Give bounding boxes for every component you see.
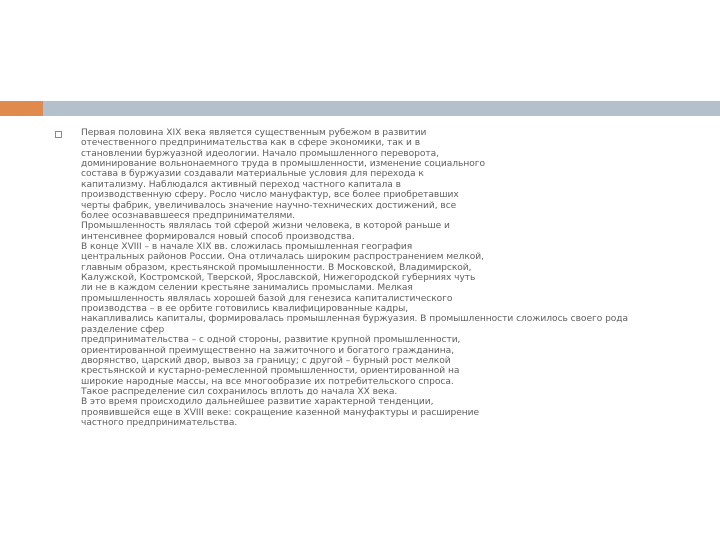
text-line: широкие народные массы, на все многообразие их потребительского спроса. [81, 376, 454, 387]
title-bar [0, 101, 720, 116]
text-line: интенсивнее формировался новый способ производства. [81, 231, 355, 242]
text-line: центральных районов России. Она отличалась широким распространением мелкой, [81, 252, 485, 263]
accent-block [0, 101, 43, 116]
text-line: разделение сфер [81, 324, 165, 335]
text-line: промышленность являлась хорошей базой для генезиса капиталистического [81, 293, 453, 304]
text-line: Калужской, Костромской, Тверской, Ярославской, Нижегородской губерниях чуть [81, 273, 476, 284]
header-band [43, 101, 720, 116]
text-line: главным образом, крестьянской промышленности. В Московской, Владимирской, [81, 262, 472, 273]
text-line: отечественного предпринимательства как в сфере экономики, так и в [81, 138, 421, 149]
text-line: дворянство, царский двор, вывоз за границу; с другой – бурный рост мелкой [81, 355, 451, 366]
hollow-square-bullet-icon [55, 131, 62, 138]
text-line: Промышленность являлась той сферой жизни человека, в которой раньше и [81, 221, 450, 232]
text-line: Первая половина XIX века является существенным рубежом в развитии [81, 128, 427, 138]
text-line: частного предпринимательства. [81, 418, 238, 429]
text-line: накапливались капиталы, формировалась промышленная буржуазия. В промышленности сложилось своего рода [81, 314, 629, 325]
text-line: Такое распределение сил сохранилось вплоть до начала XX века. [81, 386, 398, 397]
text-line: производства – в ее орбите готовились квалифицированные кадры, [81, 304, 409, 315]
text-line: В это время происходило дальнейшее развитие характерной тенденции, [81, 397, 434, 408]
text-line: доминирование вольнонаемного труда в промышленности, изменение социального [81, 159, 485, 170]
text-line: предпринимательства – с одной стороны, развитие крупной промышленности, [81, 335, 461, 346]
text-line: становлении буржуазной идеологии. Начало промышленного переворота, [81, 148, 439, 159]
text-line: крестьянской и кустарно-ремесленной промышленности, ориентированной на [81, 366, 460, 377]
text-line: производственную сферу. Росло число мануфактур, все более приобретавших [81, 190, 459, 201]
text-line: капитализму. Наблюдался активный переход частного капитала в [81, 179, 401, 190]
text-line: ориентированной преимущественно на зажиточного и богатого гражданина, [81, 345, 455, 356]
text-line: более осознававшееся предпринимателями. [81, 210, 296, 221]
text-line: В конце XVIII – в начале XIX вв. сложилась промышленная география [81, 241, 413, 252]
text-line: состава в буржуазии создавали материальные условия для перехода к [81, 169, 424, 180]
text-line: проявившейся еще в XVIII веке: сокращение казенной мануфактуры и расширение [81, 407, 480, 418]
body-text [81, 128, 679, 428]
text-line: черты фабрик, увеличивалось значение научно-технических достижений, все [81, 200, 457, 211]
text-line: ли не в каждом селении крестьяне занимались промыслами. Мелкая [81, 283, 413, 294]
